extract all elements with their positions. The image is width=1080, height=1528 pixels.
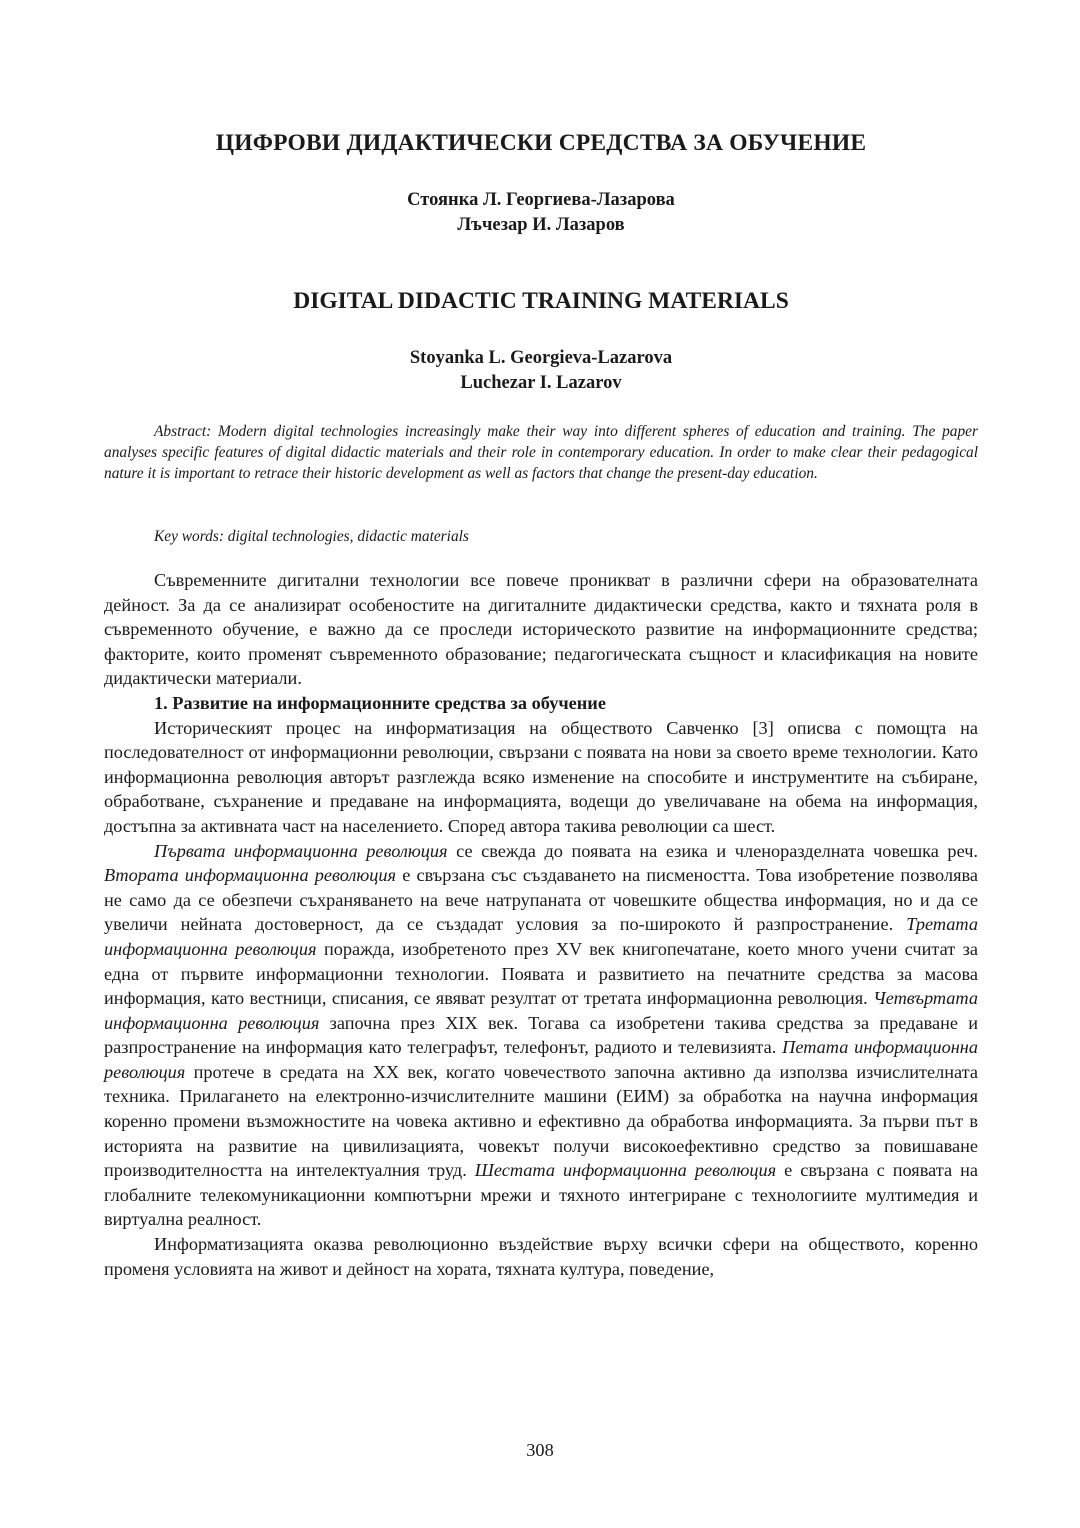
paragraph-revolutions-overview: Историческият процес на информатизация на обществото Савченко [3] описва с помощта на последователност от информационни революции, свързани с появата на нови за своето време технологии. Като информационна революция авторът разглежда всяко изменение на способите и инструментите на събиране, обработване, съхранение и предаване на информацията, водещи до увеличаване на обема на информация, достъпна за активната част на населението. Според автора такива революции са шест. bbox=[104, 717, 978, 836]
author-name: Stoyanka L. Georgieva-Lazarova bbox=[409, 348, 673, 368]
emphasis-second-revolution: Втората информационна революция bbox=[104, 865, 397, 886]
paragraph-six-revolutions bbox=[104, 839, 978, 1233]
paragraph-text: се свежда до появата на езика и членоразделната човешка реч. bbox=[447, 840, 978, 861]
author-name: Лъчезар И. Лазаров bbox=[457, 215, 625, 235]
body-text bbox=[104, 568, 978, 1281]
paragraph-text: е свързана с появата на глобалните телекомуникационни компютърни мрежи и тяхното интегриране с технологиите мултимедия и виртуална реалност. bbox=[104, 1160, 978, 1230]
paragraph-text: поражда, изобретеното през XV век книгопечатане, което много учени считат за една от първите информационни технологии. Появата и развитието на печатните средства за масова информация, като вестници, списания, се явяват резултат от третата информационна революция. bbox=[104, 938, 978, 1009]
emphasis-fifth-revolution: Петата информационна революция bbox=[104, 1037, 979, 1082]
author-name: Стоянка Л. Георгиева-Лазарова bbox=[407, 190, 675, 210]
emphasis-sixth-revolution: Шестата информационна революция bbox=[474, 1160, 777, 1181]
intro-paragraph: Съвременните дигитални технологии все повече проникват в различни сфери на образователната дейност. За да се анализират особеностите на дигиталните дидактически средства, както и тяхната роля в съвременното обучение, е важно да се проследи историческото развитие на информационните средства; факторите, които променят съвременното образование; педагогическата същност и класификация на новите дидактически материали. bbox=[104, 570, 978, 689]
section-heading: 1. Развитие на информационните средства за обучение bbox=[154, 692, 606, 713]
author-name: Luchezar I. Lazarov bbox=[460, 373, 622, 393]
keywords: Key words: digital technologies, didactic materials bbox=[154, 528, 469, 545]
emphasis-fourth-revolution: Четвъртата информационна революция bbox=[104, 988, 978, 1033]
page-number: 308 bbox=[526, 1440, 554, 1460]
authors-bulgarian bbox=[104, 188, 978, 238]
paragraph-informatization: Информатизацията оказва революционно въздействие върху всички сфери на обществото, коренно променя условията на живот и дейност на хората, тяхната култура, поведение, bbox=[104, 1234, 978, 1279]
paragraph-text: е свързана със създаването на писмеността. Това изобретение позволява не само да се обезпечи съхраняването на вече натрупаната от човешките общества информация, но и да се увеличи нейната достоверност, да се създадат условия за по-широкото й разпространение. bbox=[104, 865, 978, 935]
emphasis-first-revolution: Първата информационна революция bbox=[154, 840, 448, 861]
emphasis-third-revolution: Третата информационна революция bbox=[104, 914, 978, 959]
title-bulgarian: ЦИФРОВИ ДИДАКТИЧЕСКИ СРЕДСТВА ЗА ОБУЧЕНИЕ bbox=[215, 130, 867, 156]
paragraph-text: започна през XIX век. Тогава са изобретени такива средства за предаване и разпространение на информация като телеграфът, телефонът, радиото и телевизията. bbox=[104, 1012, 979, 1058]
title-english: DIGITAL DIDACTIC TRAINING MATERIALS bbox=[293, 288, 789, 314]
paragraph-text: протече в средата на XX век, когато човечеството започна активно да използва изчислителната техника. Прилагането на електронно-изчислителните машини (ЕИМ) за обработка на научна информация коренно промени възможностите на човека активно и ефективно да обработва информацията. За първи път в историята на развитие на цивилизацията, човекът получи високоефективно средство за повишаване производителността на интелектуалния труд. bbox=[104, 1061, 978, 1181]
authors-english bbox=[104, 346, 978, 396]
abstract: Abstract: Modern digital technologies increasingly make their way into different spheres of education and training. The paper analyses specific features of digital didactic materials and their role in contemporary education. In order to make clear their pedagogical nature it is important to retrace their historic development as well as factors that change the present-day education. bbox=[104, 423, 978, 482]
